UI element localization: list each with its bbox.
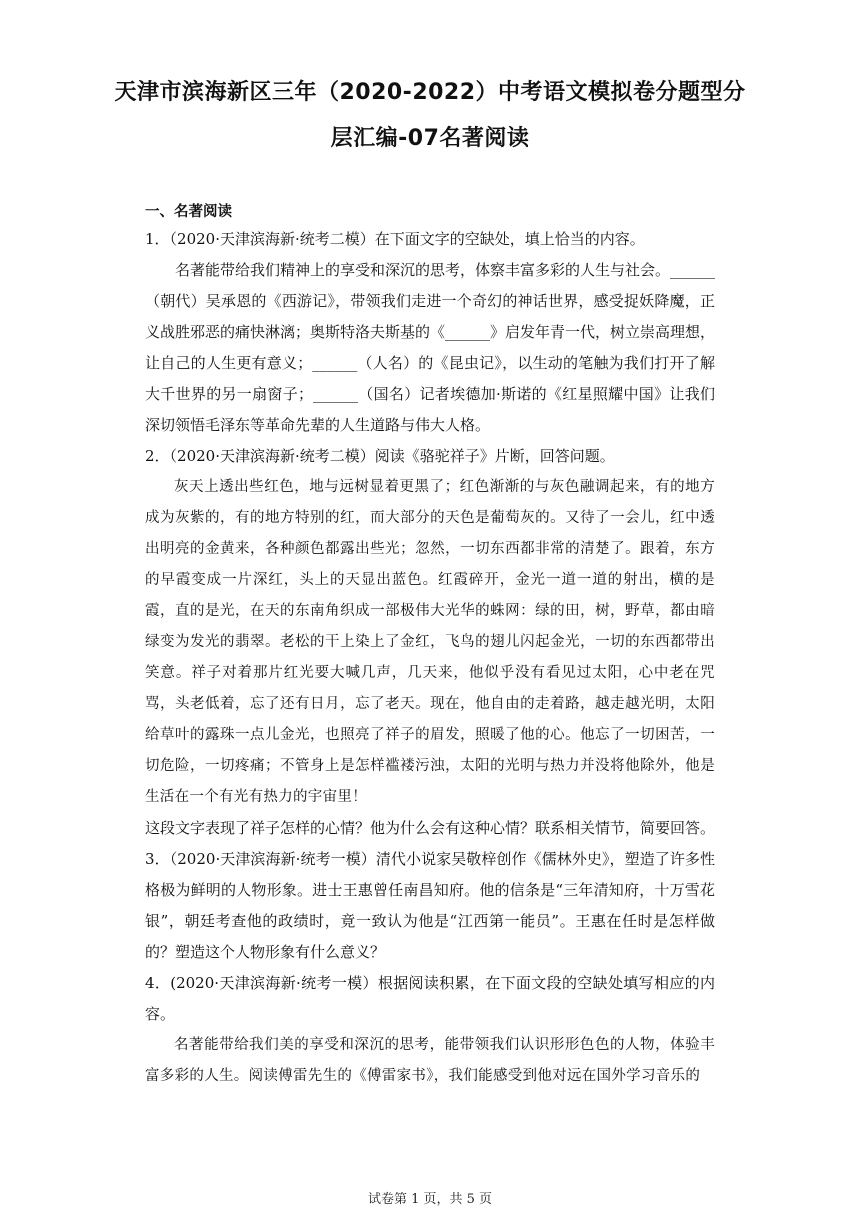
title-line-1: 天津市滨海新区三年（2020-2022）中考语文模拟卷分题型分 bbox=[114, 80, 746, 105]
title-line-2: 层汇编-07名著阅读 bbox=[330, 126, 530, 151]
question-2-prompt: 这段文字表现了祥子怎样的心情？他为什么会有这种心情？联系相关情节，简要回答。 bbox=[145, 819, 716, 837]
page-footer: 试卷第 1 页，共 5 页 bbox=[367, 1192, 493, 1207]
document-body bbox=[145, 200, 715, 1092]
section-heading: 一、名著阅读 bbox=[145, 204, 232, 220]
question-2-passage: 灰天上透出些红色，地与远树显着更黑了；红色渐渐的与灰色融调起来，有的地方成为灰紫的，有的地方特别的红，而大部分的天色是葡萄灰的。又待了一会儿，红中透出明亮的金黄来，各种颜色都露出些光；忽然，一切东西都非常的清楚了。跟着，东方的早霞变成一片深红，头上的天显出蓝色。红霞碎开，金光一道一道的射出，横的是霞，直的是光，在天的东南角织成一部极伟大光华的蛛网：绿的田，树，野草，都由暗绿变为发光的翡翠。老松的干上染上了金红，飞鸟的翅儿闪起金光，一切的东西都带出笑意。祥子对着那片红光要大喊几声，几天来，他似乎没有看见过太阳，心中老在咒骂，头老低着，忘了还有日月，忘了老天。现在，他自由的走着路，越走越光明，太阳给草叶的露珠一点儿金光，也照亮了祥子的眉发，照暖了他的心。他忘了一切困苦，一切危险，一切疼痛；不管身上是怎样褴褛污浊，太阳的光明与热力并没将他除外，他是生活在一个有光有热力的宇宙里！ bbox=[145, 479, 715, 805]
document-title bbox=[60, 70, 800, 162]
question-1-passage: 名著能带给我们精神上的享受和深沉的思考，体察丰富多彩的人生与社会。______（朝代）吴承恩的《西游记》，带领我们走进一个奇幻的神话世界，感受捉妖降魔，正义战胜邪恶的痛快淋漓；奥斯特洛夫斯基的《______》启发年青一代，树立崇高理想，让自己的人生更有意义；______（人名）的《昆虫记》，以生动的笔触为我们打开了解大千世界的另一扇窗子；______（国名）记者埃德加·斯诺的《红星照耀中国》让我们深切领悟毛泽东等革命先辈的人生道路与伟大人格。 bbox=[145, 261, 716, 434]
question-4-passage: 名著能带给我们美的享受和深沉的思考，能带领我们认识形形色色的人物，体验丰富多彩的人生。阅读傅雷先生的《傅雷家书》，我们能感受到他对远在国外学习音乐的 bbox=[145, 1037, 715, 1084]
question-3-stem: 3．（2020·天津滨海新·统考一模）清代小说家吴敬梓创作《儒林外史》，塑造了许多性格极为鲜明的人物形象。进士王惠曾任南昌知府。他的信条是“三年清知府，十万雪花银”，朝廷考查他的政绩时，竟一致认为他是“江西第一能员”。王惠在任时是怎样做的？塑造这个人物形象有什么意义？ bbox=[145, 850, 715, 961]
question-4-stem: 4．(2020·天津滨海新·统考一模）根据阅读积累，在下面文段的空缺处填写相应的内容。 bbox=[145, 974, 715, 1023]
question-1-stem: 1．（2020·天津滨海新·统考二模）在下面文字的空缺处，填上恰当的内容。 bbox=[145, 230, 645, 248]
question-2-stem: 2．（2020·天津滨海新·统考二模）阅读《骆驼祥子》片断，回答问题。 bbox=[145, 447, 615, 465]
